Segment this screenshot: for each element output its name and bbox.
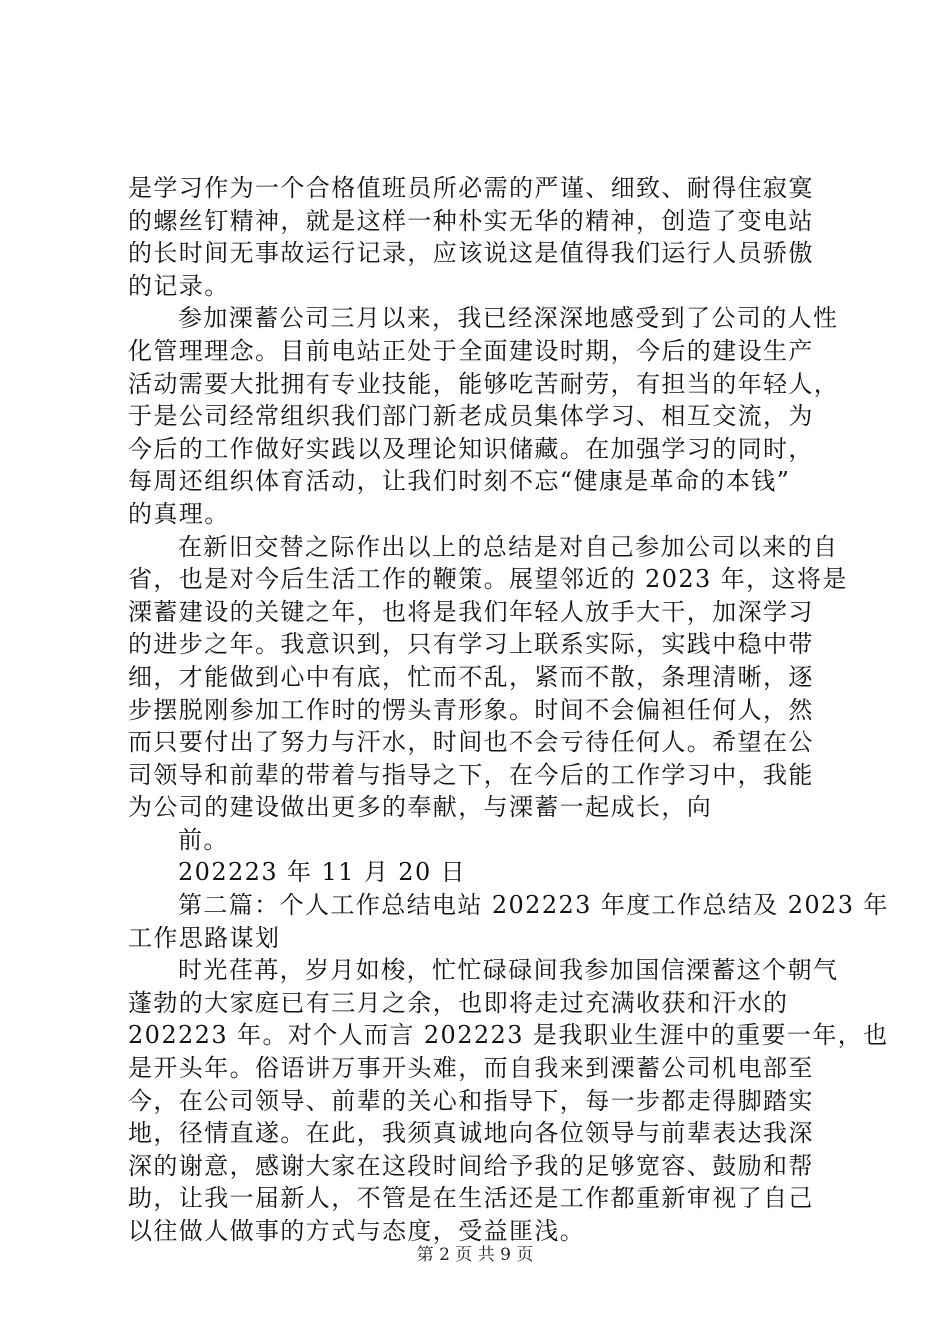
text-line: 参加溧蓄公司三月以来，我已经深深地感受到了公司的人性 xyxy=(178,304,839,333)
text-line: 每周还组织体育活动，让我们时刻不忘“健康是革命的本钱” xyxy=(128,467,791,496)
text-line: 于是公司经常组织我们部门新老成员集体学习、相互交流，为 xyxy=(128,402,814,431)
text-line: 的螺丝钉精神，就是这样一种朴实无华的精神，创造了变电站 xyxy=(128,206,814,235)
text-line: 的记录。 xyxy=(128,271,230,300)
text-line: 202223 年 11 月 20 日 xyxy=(178,858,467,887)
text-line: 今，在公司领导、前辈的关心和指导下，每一步都走得脚踏实 xyxy=(128,1086,814,1115)
text-line: 第二篇：个人工作总结电站 202223 年度工作总结及 2023 年 xyxy=(178,891,889,920)
text-line: 的真理。 xyxy=(128,499,230,528)
text-line: 地，径情直遂。在此，我须真诚地向各位领导与前辈表达我深 xyxy=(128,1119,814,1148)
text-line: 在新旧交替之际作出以上的总结是对自己参加公司以来的自 xyxy=(178,532,839,561)
document-body xyxy=(128,172,889,1248)
text-line: 化管理理念。目前电站正处于全面建设时期，今后的建设生产 xyxy=(128,336,814,365)
page-footer: 第 2 页 共 9 页 xyxy=(416,1245,534,1265)
text-line: 202223 年。对个人而言 202223 是我职业生涯中的重要一年，也 xyxy=(128,1021,889,1050)
text-line: 今后的工作做好实践以及理论知识储藏。在加强学习的同时， xyxy=(128,434,814,463)
text-line: 时光荏苒，岁月如梭，忙忙碌碌间我参加国信溧蓄这个朝气 xyxy=(178,956,839,985)
text-line: 的进步之年。我意识到，只有学习上联系实际，实践中稳中带 xyxy=(128,630,814,659)
text-line: 以往做人做事的方式与态度，受益匪浅。 xyxy=(128,1217,586,1245)
text-line: 是开头年。俗语讲万事开头难，而自我来到溧蓄公司机电部至 xyxy=(128,1054,814,1083)
text-line: 溧蓄建设的关键之年，也将是我们年轻人放手大干，加深学习 xyxy=(128,597,814,626)
text-line: 前。 xyxy=(178,825,229,854)
text-line: 是学习作为一个合格值班员所必需的严谨、细致、耐得住寂寞 xyxy=(128,174,814,202)
text-line: 的长时间无事故运行记录，应该说这是值得我们运行人员骄傲 xyxy=(128,239,814,268)
text-line: 工作思路谋划 xyxy=(128,923,281,952)
text-line: 蓬勃的大家庭已有三月之余，也即将走过充满收获和汗水的 xyxy=(128,988,789,1017)
text-line: 司领导和前辈的带着与指导之下，在今后的工作学习中，我能 xyxy=(128,760,814,789)
text-line: 深的谢意，感谢大家在这段时间给予我的足够宽容、鼓励和帮 xyxy=(128,1151,814,1180)
text-line: 助，让我一届新人，不管是在生活还是工作都重新审视了自己 xyxy=(128,1184,814,1213)
text-line: 为公司的建设做出更多的奉献，与溧蓄一起成长，向 xyxy=(128,793,713,822)
text-line: 而只要付出了努力与汗水，时间也不会亏待任何人。希望在公 xyxy=(128,728,814,757)
text-line: 活动需要大批拥有专业技能，能够吃苦耐劳，有担当的年轻人， xyxy=(128,369,840,398)
text-line: 步摆脱刚参加工作时的愣头青形象。时间不会偏袒任何人，然 xyxy=(128,695,814,724)
text-line: 细，才能做到心中有底，忙而不乱，紧而不散，条理清晰，逐 xyxy=(128,662,814,691)
text-line: 省，也是对今后生活工作的鞭策。展望邻近的 2023 年，这将是 xyxy=(128,565,848,594)
